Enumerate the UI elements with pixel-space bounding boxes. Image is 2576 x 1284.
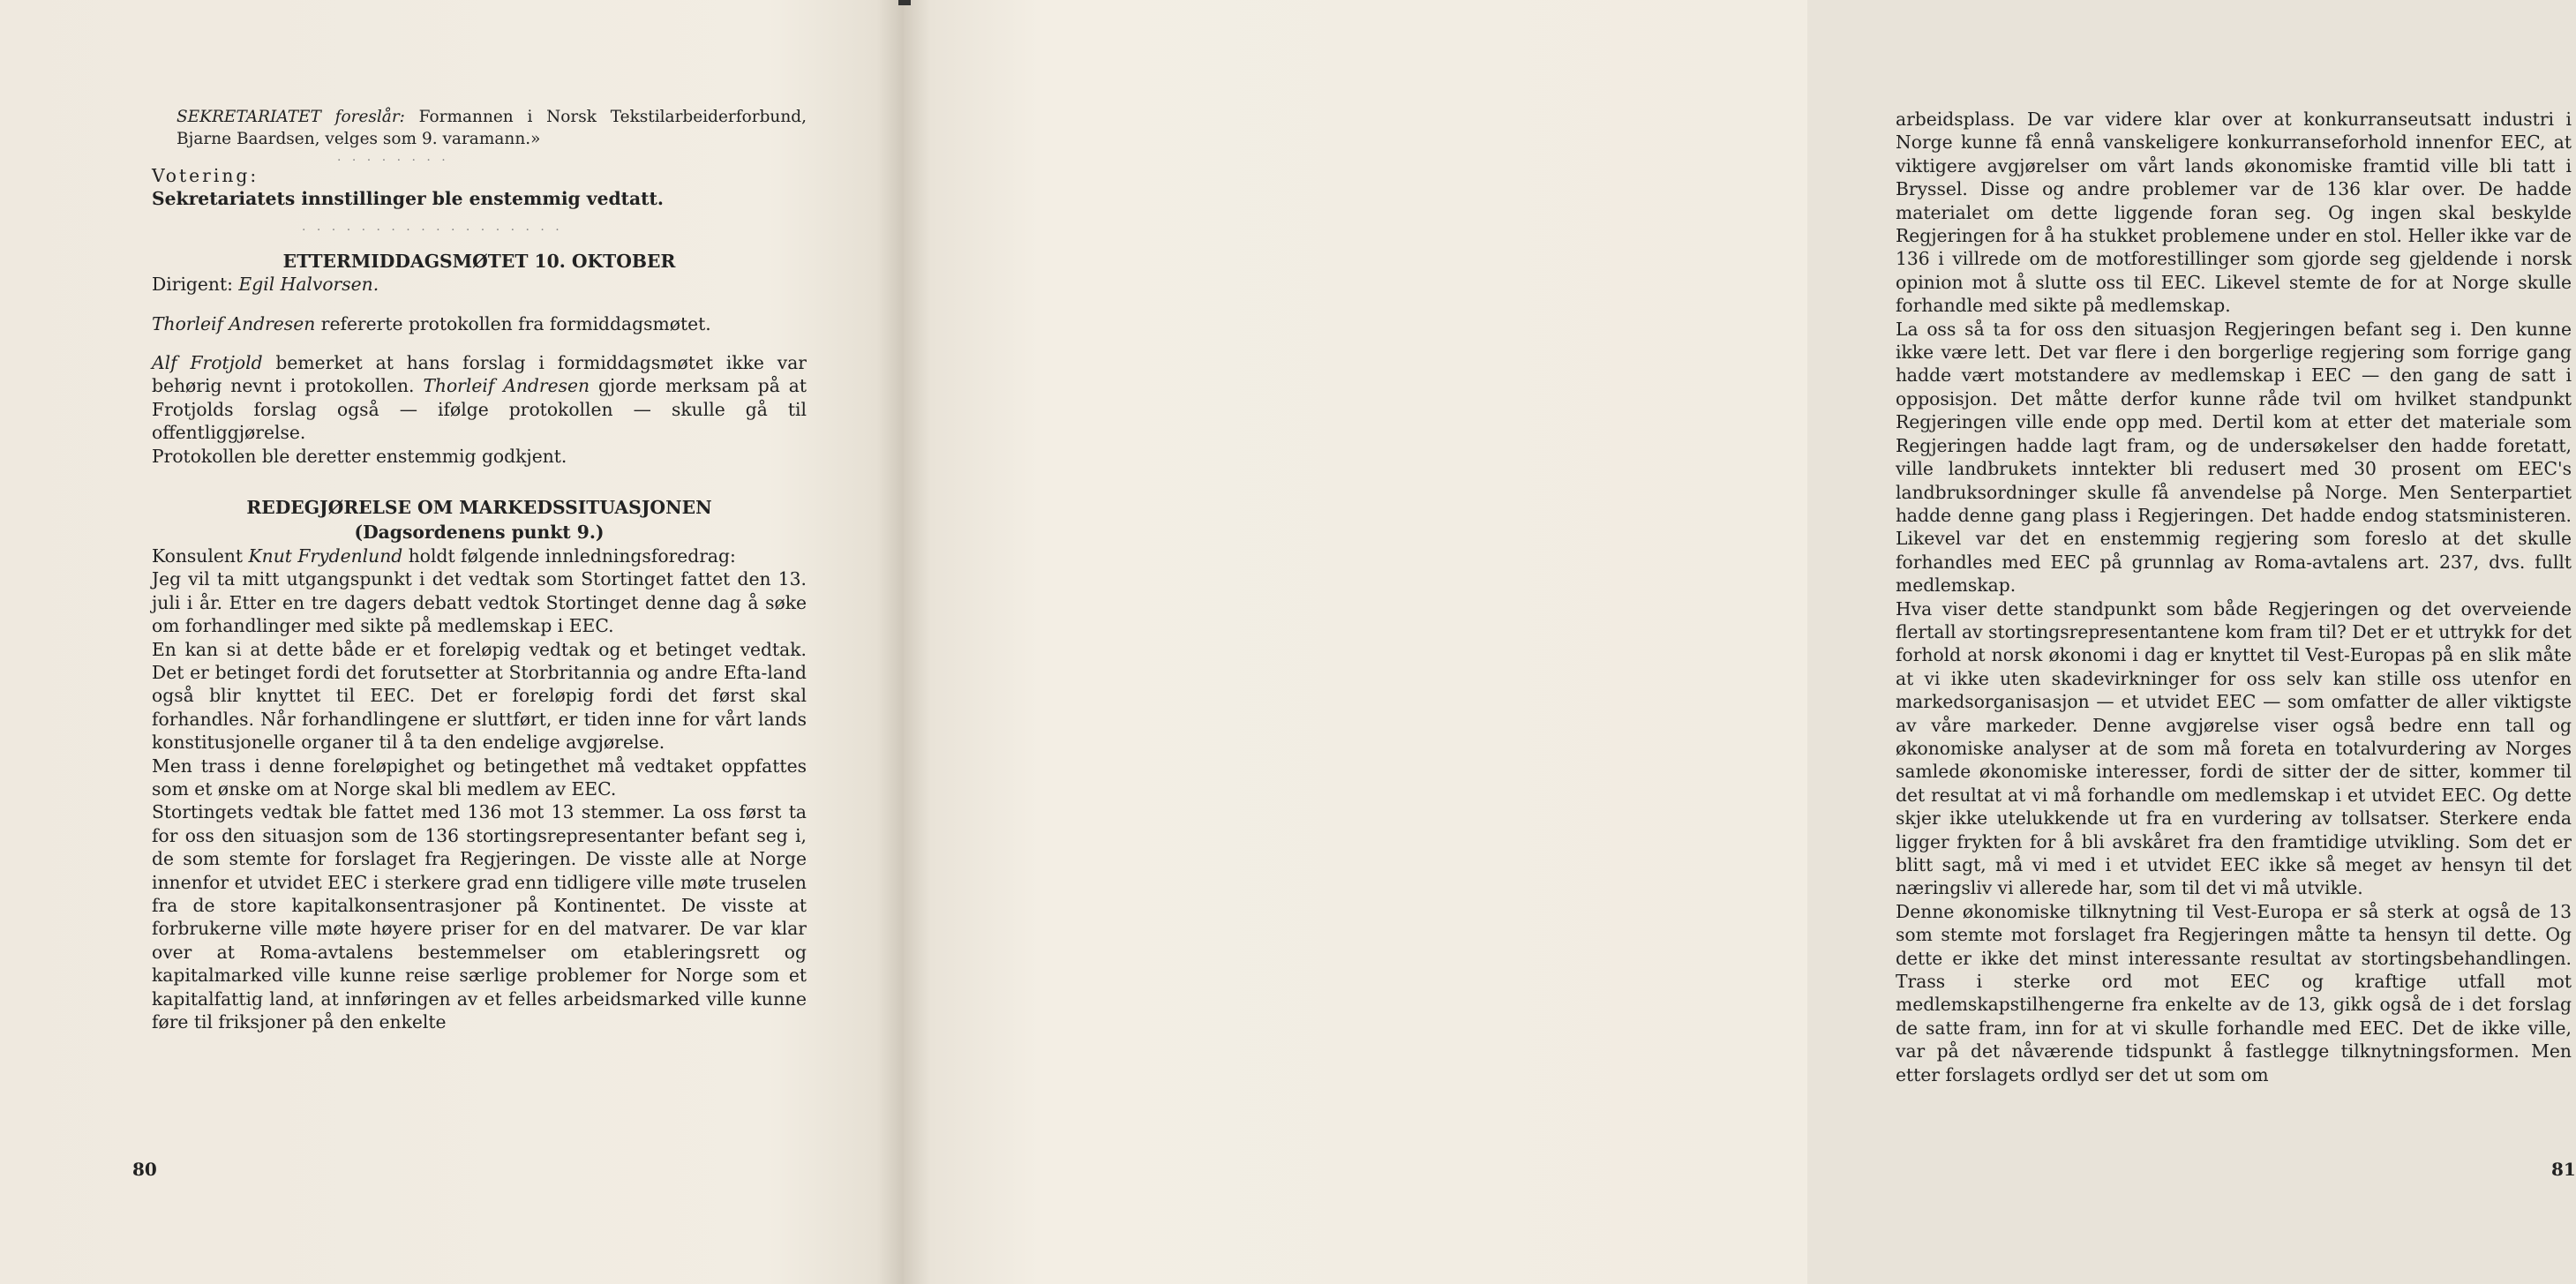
frotjold-paragraph: Alf Frotjold bemerket at hans forslag i formiddagsmøtet ikke var behørig nevnt i protokollen. Thorleif Andresen gjorde merksam på at Frotjolds forslag også — ifølge protokollen — skulle gå til offentliggjørelse. <box>152 352 807 444</box>
section-heading-redegjorelse: REDEGJØRELSE OM MARKEDSSITUASJONEN <box>246 497 712 519</box>
right-page-text <box>1896 108 2572 1086</box>
sekretariat-label: SEKRETARIATET foreslår: <box>176 108 405 126</box>
page-number: 81 <box>2551 1159 2576 1180</box>
body-paragraph: Stortingets vedtak ble fattet med 136 mot 13 stemmer. La oss først ta for oss den situasjon som de 136 stortingsrepresentanter befant seg i, de som stemte for forslaget fra Regjeringen. De visste alle at Norge innenfor et utvidet EEC i sterkere grad enn tidligere ville møte truselen fra de store kapitalkonsentrasjoner på Kontinentet. De visste at forbrukerne ville møte høyere priser for en del matvarer. De var klar over at Roma-avtalens bestemmelser om etableringsrett og kapitalmarked ville kunne reise særlige problemer for Norge som et kapitalfattig land, at innføringen av et felles arbeidsmarked ville kunne føre til friksjoner på den enkelte <box>152 801 807 1032</box>
dirigent-name: Egil Halvorsen. <box>238 274 379 296</box>
body-paragraph: Men trass i denne foreløpighet og betingethet må vedtaket oppfattes som et ønske om at Norge skal bli medlem av EEC. <box>152 755 807 800</box>
page-number: 80 <box>132 1159 157 1180</box>
andresen-paragraph: Thorleif Andresen refererte protokollen fra formiddagsmøtet. <box>152 312 711 334</box>
dirigent-line: Dirigent: Egil Halvorsen. <box>152 274 379 296</box>
section-subheading: (Dagsordenens punkt 9.) <box>354 522 605 544</box>
dotted-separator: . . . . . . . . <box>337 150 449 164</box>
body-paragraph: Hva viser dette standpunkt som både Regjeringen og det overveiende flertall av stortingsrepresentantene kom fram til? Det er et uttrykk for det forhold at norsk økonomi i dag er knyttet til Vest-Europas på en slik måte at vi ikke uten skadevirkninger for oss selv kan stille oss utenfor en markedsorganisasjon — et utvidet EEC — som omfatter de aller viktigste av våre markeder. Denne avgjørelse viser også bedre enn tall og økonomiske analyser at de som må foreta en totalvurdering av Norges samlede økonomiske interesser, fordi de sitter der de sitter, kommer til det resultat at vi må forhandle om medlemskap i et utvidet EEC. Og dette skjer ikke utelukkende ut fra en vurdering av tollsatser. Sterkere enda ligger frykten for å bli avskåret fra den framtidige utvikling. Som det er blitt sagt, må vi med i et utvidet EEC ikke så meget av hensyn til det næringsliv vi allerede har, som til det vi må utvikle. <box>1896 597 2572 899</box>
votering-label: Votering: <box>152 165 259 186</box>
body-paragraph: Denne økonomiske tilknytning til Vest-Europa er så sterk at også de 13 som stemte mot forslaget fra Regjeringen måtte ta hensyn til dette. Og dette er ikke det minst interessante resultat av stortingsbehandlingen. Trass i sterke ord mot EEC og kraftige utfall mot medlemskapstilhengerne fra enkelte av de 13, gikk også de i det forslag de satte fram, inn for at vi skulle forhandle med EEC. Det de ikke ville, var på det nåværende tidspunkt å fastlegge tilknytningsformen. Men etter forslagets ordlyd ser det ut som om <box>1896 900 2572 1085</box>
votering-result: Sekretariatets innstillinger ble enstemmig vedtatt. <box>152 188 664 210</box>
left-page <box>0 0 904 1284</box>
left-page-text <box>152 106 807 1033</box>
section-heading-ettermiddag: ETTERMIDDAGSMØTET 10. OKTOBER <box>282 250 676 272</box>
body-paragraph: La oss så ta for oss den situasjon Regjeringen befant seg i. Den kunne ikke være lett. Det var flere i den borgerlige regjering som forrige gang hadde vært motstandere av medlemskap i EEC — den gang de satt i opposisjon. Det måtte derfor kunne råde tvil om hvilket standpunkt Regjeringen ville ende opp med. Dertil kom at etter det materiale som Regjeringen hadde lagt fram, og de undersøkelser den hadde foretatt, ville landbrukets inntekter bli redusert med 30 prosent om EEC's landbruksordninger skulle få anvendelse på Norge. Men Senterpartiet hadde denne gang plass i Regjeringen. Det hadde endog statsministeren. Likevel var det en enstemmig regjering som foreslo at det skulle forhandles med EEC på grunnlag av Roma-avtalens art. 237, dvs. fullt medlemskap. <box>1896 318 2572 597</box>
body-paragraph: Jeg vil ta mitt utgangspunkt i det vedtak som Stortinget fattet den 13. juli i år. Etter en tre dagers debatt vedtok Stortinget denne dag å søke om forhandlinger med sikte på medlemskap i EEC. <box>152 568 807 637</box>
binding-mark <box>898 0 911 5</box>
sekretariat-text: Formannen i Norsk Tekstilarbeiderforbund, Bjarne Baardsen, velges som 9. varamann.» <box>176 108 807 148</box>
dotted-separator-2: . . . . . . . . . . . . . . . . . . <box>302 219 563 234</box>
protokoll-paragraph: Protokollen ble deretter enstemmig godkjent. <box>152 445 567 467</box>
konsulent-paragraph: Konsulent Knut Frydenlund holdt følgende innledningsforedrag: <box>152 544 736 567</box>
body-paragraph: En kan si at dette både er et foreløpig vedtak og et betinget vedtak. Det er betinget fordi det forutsetter at Storbritannia og andre Efta-land også blir knyttet til EEC. Det er foreløpig fordi det først skal forhandles. Når forhandlingene er sluttført, er tiden inne for vårt lands konstitusjonelle organer til å ta den endelige avgjørelse. <box>152 638 807 754</box>
sekretariat-paragraph <box>152 106 807 150</box>
right-page <box>904 0 2576 1284</box>
body-paragraph: arbeidsplass. De var videre klar over at konkurranseutsatt industri i Norge kunne få ennå vanskeligere konkurranseforhold innenfor EEC, at viktigere avgjørelser om vårt lands økonomiske framtid ville bli tatt i Bryssel. Disse og andre problemer var de 136 klar over. De hadde materialet om dette liggende foran seg. Og ingen skal beskylde Regjeringen for å ha stukket problemene under en stol. Heller ikke var de 136 i villrede om de motforestillinger som gjorde seg gjeldende i norsk opinion mot å slutte oss til EEC. Likevel stemte de for at Norge skulle forhandle med sikte på medlemskap. <box>1896 109 2572 317</box>
